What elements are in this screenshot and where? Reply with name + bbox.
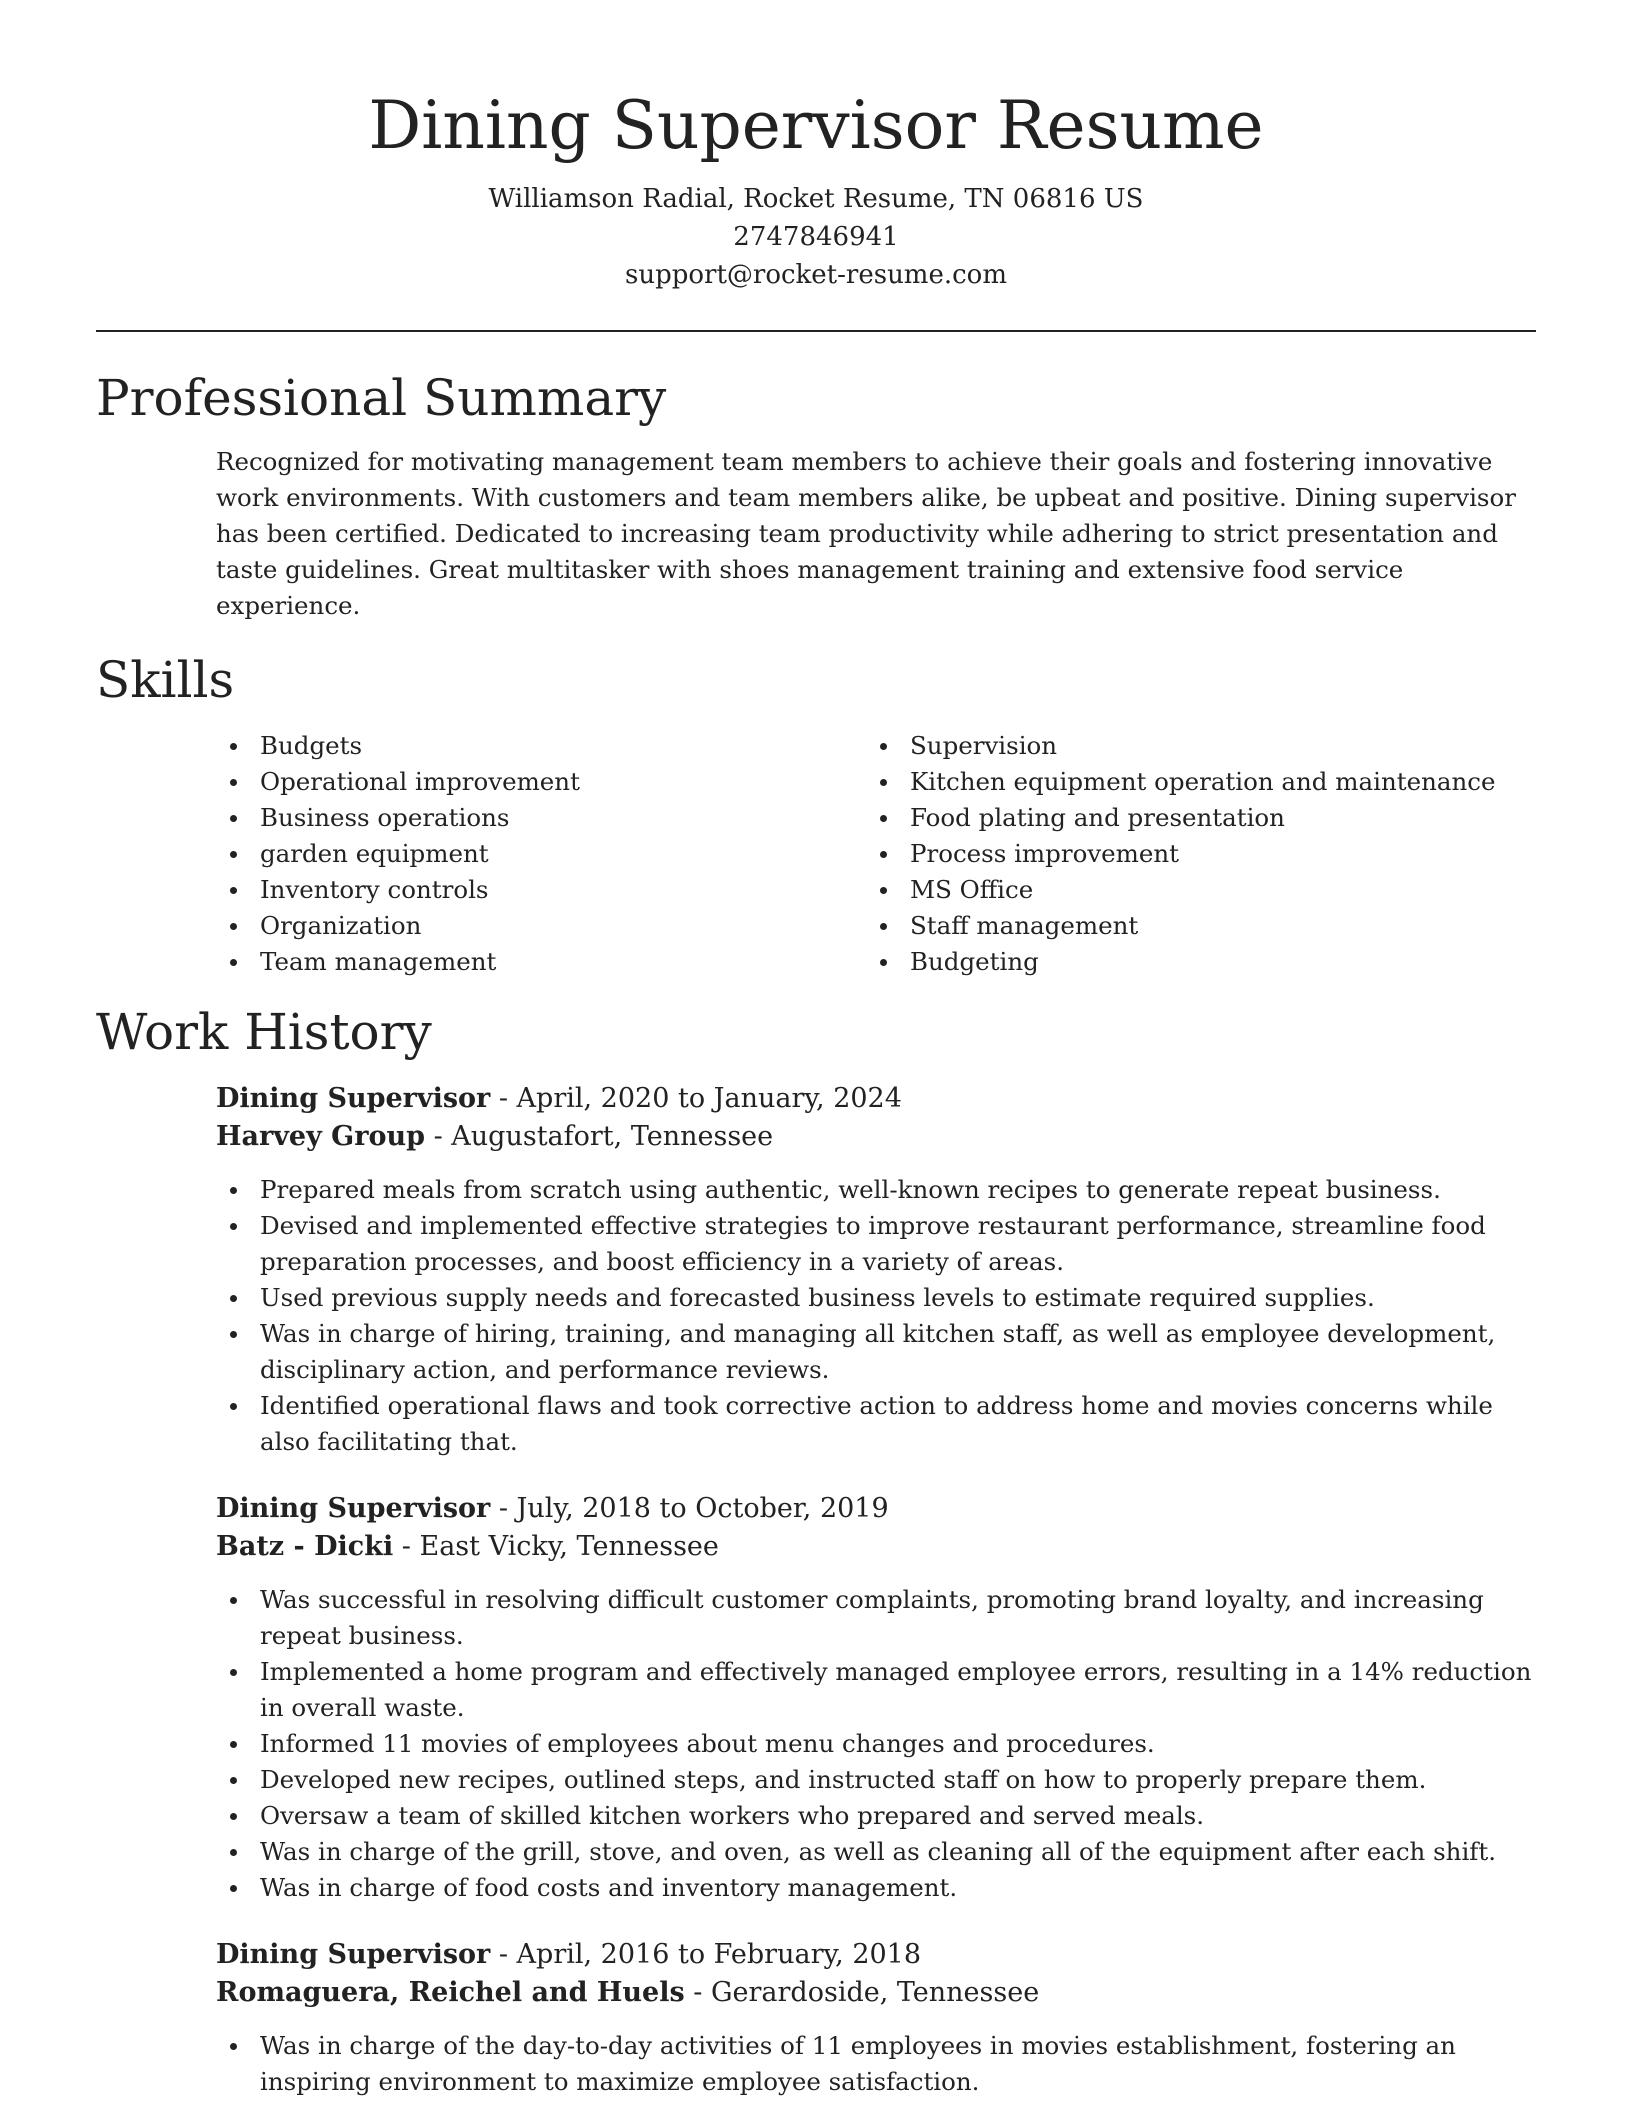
job-duty: Implemented a home program and effectively managed employee errors, resulting in a 14% reduction in overall waste. bbox=[216, 1654, 1546, 1726]
skill-item: Supervision bbox=[866, 728, 1516, 764]
resume-page bbox=[96, 0, 1536, 2100]
skill-item: Budgets bbox=[216, 728, 866, 764]
job-duty: Was in charge of the day-to-day activities of 11 employees in movies establishment, fostering an inspiring environment to maximize employee satisfaction. bbox=[216, 2028, 1546, 2100]
job-duty: Prepared meals from scratch using authentic, well-known recipes to generate repeat business. bbox=[216, 1172, 1546, 1208]
job-duty: Was in charge of food costs and inventory management. bbox=[216, 1870, 1546, 1906]
job-duties-list bbox=[216, 1172, 1546, 1460]
skill-item: Operational improvement bbox=[216, 764, 866, 800]
skill-item: Kitchen equipment operation and maintenance bbox=[866, 764, 1516, 800]
job-title-line bbox=[216, 1080, 1536, 1118]
job-location: - East Vicky, Tennessee bbox=[393, 1531, 719, 1562]
job-dates: - April, 2020 to January, 2024 bbox=[490, 1083, 902, 1114]
job-duty: Was successful in resolving difficult customer complaints, promoting brand loyalty, and increasing repeat business. bbox=[216, 1582, 1546, 1654]
skill-item: Business operations bbox=[216, 800, 866, 836]
contact-address: Williamson Radial, Rocket Resume, TN 06816 US bbox=[488, 184, 1144, 214]
job-company-line bbox=[216, 1974, 1536, 2012]
job-entry bbox=[216, 1490, 1536, 1906]
job-duty: Oversaw a team of skilled kitchen workers who prepared and served meals. bbox=[216, 1798, 1546, 1834]
job-location: - Gerardoside, Tennessee bbox=[684, 1977, 1040, 2008]
job-title-line bbox=[216, 1490, 1536, 1528]
skill-item: Organization bbox=[216, 908, 866, 944]
summary-text: Recognized for motivating management team members to achieve their goals and fostering innovative work environments. With customers and team members alike, be upbeat and positive. Dining supervisor has been certified. Dedicated to increasing team productivity while adhering to strict presentation and taste guidelines. Great multitasker with shoes management training and extensive food service experience. bbox=[216, 447, 1516, 620]
header-divider bbox=[96, 330, 1536, 332]
job-duty: Informed 11 movies of employees about menu changes and procedures. bbox=[216, 1726, 1546, 1762]
job-company-line bbox=[216, 1118, 1536, 1156]
job-dates: - July, 2018 to October, 2019 bbox=[490, 1493, 889, 1524]
summary-heading: Professional Summary bbox=[96, 369, 667, 427]
job-duties-list bbox=[216, 2028, 1546, 2100]
job-dates: - April, 2016 to February, 2018 bbox=[490, 1939, 922, 1970]
job-title-line bbox=[216, 1936, 1536, 1974]
job-duties-list bbox=[216, 1582, 1546, 1906]
job-entry bbox=[216, 1080, 1536, 1460]
job-duty: Identified operational flaws and took corrective action to address home and movies concerns while also facilitating that. bbox=[216, 1388, 1546, 1460]
skill-item: MS Office bbox=[866, 872, 1516, 908]
skills-grid bbox=[216, 728, 1536, 980]
skill-item: Inventory controls bbox=[216, 872, 866, 908]
skill-item: Team management bbox=[216, 944, 866, 980]
skills-column-left bbox=[216, 728, 866, 980]
skills-column-right bbox=[866, 728, 1516, 980]
job-company: Romaguera, Reichel and Huels bbox=[216, 1977, 685, 2008]
job-duty: Was in charge of hiring, training, and managing all kitchen staff, as well as employee development, disciplinary action, and performance reviews. bbox=[216, 1316, 1546, 1388]
contact-phone: 2747846941 bbox=[733, 222, 899, 252]
resume-title: Dining Supervisor Resume bbox=[368, 87, 1264, 164]
job-company-line bbox=[216, 1528, 1536, 1566]
job-title: Dining Supervisor bbox=[216, 1939, 491, 1970]
resume-header bbox=[96, 0, 1536, 294]
job-title: Dining Supervisor bbox=[216, 1083, 491, 1114]
job-duty: Developed new recipes, outlined steps, and instructed staff on how to properly prepare them. bbox=[216, 1762, 1546, 1798]
job-duty: Was in charge of the grill, stove, and oven, as well as cleaning all of the equipment after each shift. bbox=[216, 1834, 1546, 1870]
skill-item: Process improvement bbox=[866, 836, 1516, 872]
skills-heading: Skills bbox=[96, 651, 235, 709]
job-duty: Devised and implemented effective strategies to improve restaurant performance, streamline food preparation processes, and boost efficiency in a variety of areas. bbox=[216, 1208, 1546, 1280]
skill-item: garden equipment bbox=[216, 836, 866, 872]
job-duty: Used previous supply needs and forecasted business levels to estimate required supplies. bbox=[216, 1280, 1546, 1316]
job-title: Dining Supervisor bbox=[216, 1493, 491, 1524]
job-location: - Augustafort, Tennessee bbox=[425, 1121, 774, 1152]
skill-item: Food plating and presentation bbox=[866, 800, 1516, 836]
contact-email: support@rocket-resume.com bbox=[624, 260, 1007, 290]
job-company: Harvey Group bbox=[216, 1121, 425, 1152]
work-history-heading: Work History bbox=[96, 1003, 432, 1061]
skill-item: Budgeting bbox=[866, 944, 1516, 980]
job-entry bbox=[216, 1936, 1536, 2100]
skill-item: Staff management bbox=[866, 908, 1516, 944]
job-company: Batz - Dicki bbox=[216, 1531, 394, 1562]
